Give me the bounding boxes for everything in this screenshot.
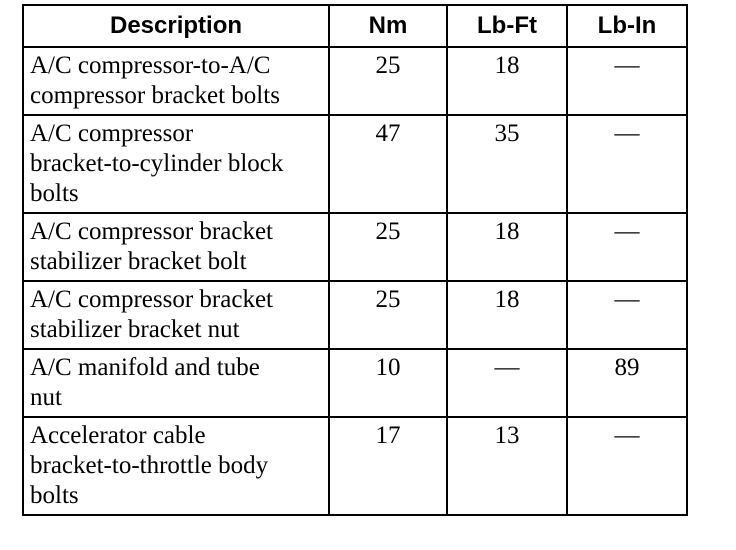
lb-ft-cell: 18	[447, 281, 567, 349]
lb-in-cell: —	[567, 417, 687, 515]
nm-cell: 25	[329, 213, 447, 281]
description-line: stabilizer bracket nut	[30, 316, 240, 343]
lb-in-cell: —	[567, 47, 687, 115]
description-cell	[23, 349, 329, 417]
lb-ft-cell: 13	[447, 417, 567, 515]
description-line: A/C manifold and tube	[30, 354, 260, 381]
description-line: bracket-to-throttle body	[30, 452, 269, 479]
description-cell	[23, 281, 329, 349]
table-row	[23, 349, 687, 417]
nm-cell: 10	[329, 349, 447, 417]
header-nm: Nm	[329, 5, 447, 47]
nm-cell: 17	[329, 417, 447, 515]
description-cell	[23, 47, 329, 115]
description-cell	[23, 417, 329, 515]
table-row	[23, 47, 687, 115]
lb-in-cell: 89	[567, 349, 687, 417]
header-row	[23, 5, 687, 47]
description-line: A/C compressor bracket	[30, 286, 273, 313]
lb-in-cell: —	[567, 115, 687, 213]
lb-ft-cell: 35	[447, 115, 567, 213]
description-line: bolts	[30, 482, 79, 509]
table-row	[23, 417, 687, 515]
description-line: A/C compressor	[30, 120, 194, 147]
description-line: A/C compressor-to-A/C	[30, 52, 271, 79]
description-line: Accelerator cable	[30, 422, 206, 449]
torque-spec-table	[22, 4, 688, 516]
description-line: nut	[30, 384, 62, 411]
lb-in-cell: —	[567, 281, 687, 349]
lb-ft-cell: —	[447, 349, 567, 417]
description-line: A/C compressor bracket	[30, 218, 273, 245]
table-row	[23, 213, 687, 281]
description-line: compressor bracket bolts	[30, 82, 280, 109]
table-row	[23, 281, 687, 349]
description-line: bolts	[30, 180, 79, 207]
header-description: Description	[23, 5, 329, 47]
header-lb-in: Lb-In	[567, 5, 687, 47]
description-cell	[23, 213, 329, 281]
nm-cell: 25	[329, 47, 447, 115]
lb-ft-cell: 18	[447, 213, 567, 281]
table-row	[23, 115, 687, 213]
description-cell	[23, 115, 329, 213]
header-lb-ft: Lb-Ft	[447, 5, 567, 47]
description-line: bracket-to-cylinder block	[30, 150, 284, 177]
lb-ft-cell: 18	[447, 47, 567, 115]
nm-cell: 25	[329, 281, 447, 349]
lb-in-cell: —	[567, 213, 687, 281]
nm-cell: 47	[329, 115, 447, 213]
description-line: stabilizer bracket bolt	[30, 248, 247, 275]
